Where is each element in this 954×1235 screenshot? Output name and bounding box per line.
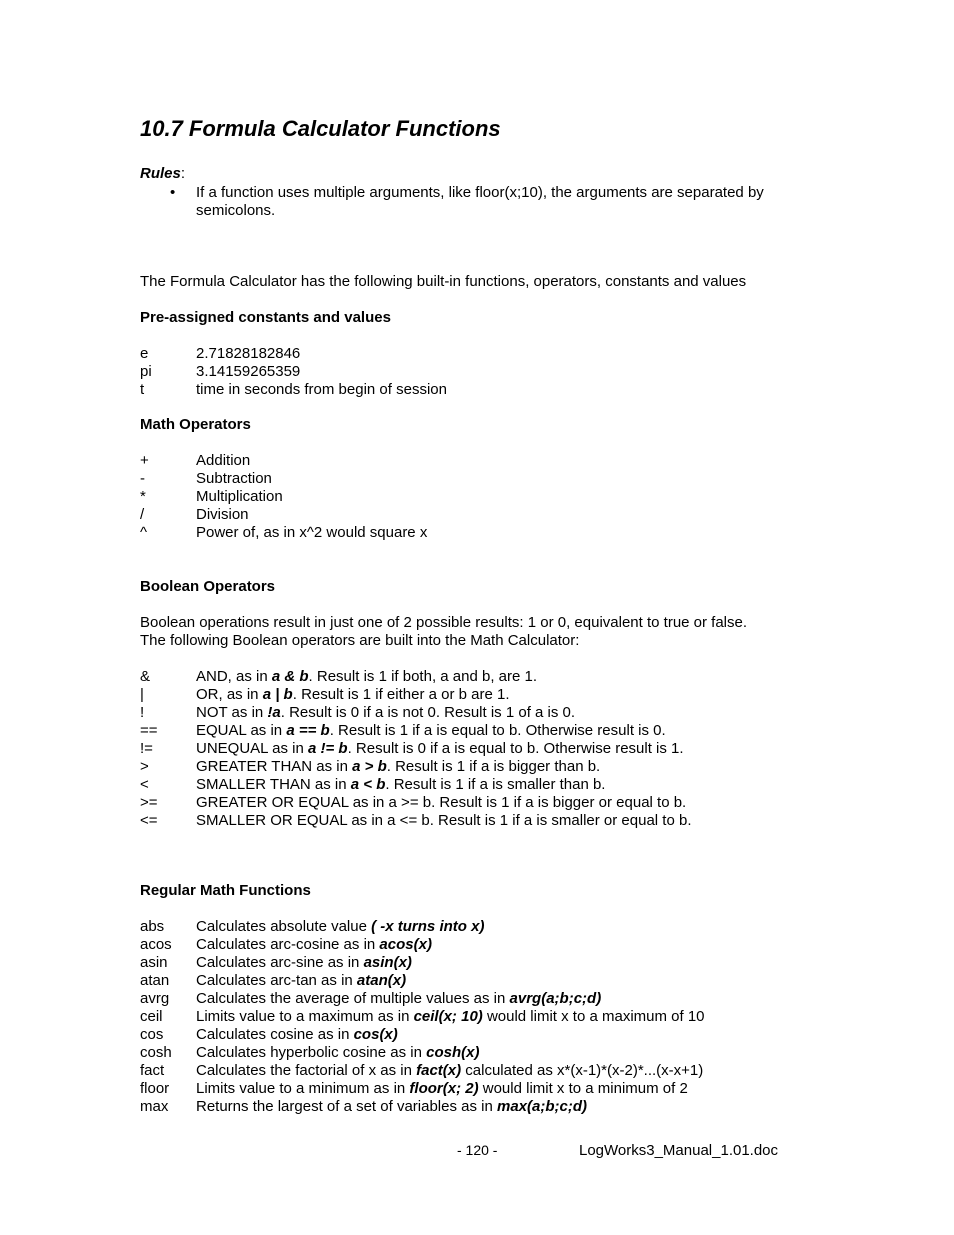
boolean-operator-row-text: SMALLER THAN as in — [196, 776, 351, 793]
math-operator-row — [140, 470, 840, 488]
function-row-text: Returns the largest of a set of variables as in — [196, 1098, 497, 1115]
regular-functions-heading: Regular Math Functions — [140, 882, 311, 899]
math-operators-heading: Math Operators — [140, 416, 251, 433]
boolean-operator-row-text-after: . Result is 1 if a is smaller than b. — [385, 776, 606, 793]
function-row-text: Calculates arc-cosine as in — [196, 936, 380, 953]
function-row-desc — [196, 1098, 587, 1116]
boolean-operator-row-text: GREATER OR EQUAL as in a >= b. Result is 1 if a is bigger or equal to b. — [196, 794, 687, 811]
boolean-operator-row-key: != — [140, 740, 153, 757]
math-operator-row — [140, 452, 840, 470]
boolean-operator-row-key: > — [140, 758, 149, 775]
boolean-operator-row — [140, 794, 840, 812]
boolean-operator-row-key: | — [140, 686, 144, 703]
boolean-operator-row — [140, 812, 840, 830]
math-operator-row-key: - — [140, 470, 145, 487]
boolean-operator-row-desc — [196, 704, 575, 722]
function-row-example: floor(x; 2) — [409, 1080, 479, 1097]
boolean-operator-row-desc — [196, 722, 666, 740]
function-row — [140, 936, 840, 954]
boolean-operator-row-example: !a — [267, 704, 281, 721]
function-row-example: ceil(x; 10) — [413, 1008, 483, 1025]
math-operator-row-desc: Subtraction — [196, 470, 272, 487]
function-row-example: cosh(x) — [426, 1044, 480, 1061]
boolean-operator-row-desc — [196, 794, 686, 812]
function-row-text: Limits value to a maximum as in — [196, 1008, 414, 1025]
function-row-text-after: would limit x to a minimum of 2 — [478, 1080, 688, 1097]
boolean-paragraph-1: Boolean operations result in just one of 2 possible results: 1 or 0, equivalent to true or false. — [140, 614, 748, 631]
boolean-operator-row-key: >= — [140, 794, 158, 811]
page-number: - 120 - — [457, 1142, 498, 1158]
boolean-operator-row — [140, 668, 840, 686]
boolean-operator-row — [140, 740, 840, 758]
rules-bullet-text: If a function uses multiple arguments, like floor(x;10), the arguments are separated by semicolons. — [196, 184, 764, 219]
constant-row-desc: time in seconds from begin of session — [196, 381, 447, 398]
function-row — [140, 990, 840, 1008]
boolean-operator-row-text-after: . Result is 1 if either a or b are 1. — [292, 686, 510, 703]
function-row-key: ceil — [140, 1008, 163, 1025]
constants-heading: Pre-assigned constants and values — [140, 309, 391, 326]
section-title: 10.7 Formula Calculator Functions — [140, 116, 501, 141]
boolean-operator-row-key: ! — [140, 704, 145, 721]
boolean-operator-row-example: a == b — [286, 722, 330, 739]
function-row-example: max(a;b;c;d) — [497, 1098, 588, 1115]
function-row-text: Calculates absolute value — [196, 918, 372, 935]
function-row-example: fact(x) — [416, 1062, 462, 1079]
function-row — [140, 1062, 840, 1080]
boolean-operator-row-text-after: . Result is 1 if both, a and b, are 1. — [308, 668, 538, 685]
boolean-operator-row — [140, 722, 840, 740]
function-row-key: asin — [140, 954, 168, 971]
function-row-text-after: would limit x to a maximum of 10 — [482, 1008, 705, 1025]
rules-colon: : — [180, 165, 186, 182]
boolean-operator-row-example: a != b — [307, 740, 348, 757]
boolean-operator-row-text: EQUAL as in — [196, 722, 287, 739]
function-row-desc — [196, 1026, 398, 1044]
boolean-operator-row-key: & — [140, 668, 151, 685]
boolean-operator-row-desc — [196, 758, 600, 776]
function-row-key: avrg — [140, 990, 170, 1007]
boolean-operator-row-text: UNEQUAL as in — [196, 740, 308, 757]
constant-row-desc: 3.14159265359 — [196, 363, 301, 380]
function-row — [140, 972, 840, 990]
function-row-key: floor — [140, 1080, 170, 1097]
boolean-operator-row — [140, 704, 840, 722]
boolean-operator-row-example: a | b — [262, 686, 293, 703]
function-row — [140, 1098, 840, 1116]
function-row-desc — [196, 918, 484, 936]
function-row-desc — [196, 990, 601, 1008]
function-row-desc — [196, 1080, 688, 1098]
boolean-operator-row-text: OR, as in — [196, 686, 263, 703]
boolean-operator-row-desc — [196, 668, 537, 686]
math-operator-row-desc: Division — [196, 506, 249, 523]
boolean-operator-row-desc — [196, 686, 510, 704]
intro-paragraph: The Formula Calculator has the following built-in functions, operators, constants and values — [140, 273, 747, 290]
function-row-text: Calculates hyperbolic cosine as in — [196, 1044, 427, 1061]
function-row-text: Limits value to a minimum as in — [196, 1080, 410, 1097]
function-row-example: acos(x) — [379, 936, 432, 953]
boolean-operator-row-text: NOT as in — [196, 704, 268, 721]
function-row-desc — [196, 1062, 703, 1080]
boolean-operator-row-text-after: . Result is 1 if a is equal to b. Otherwise result is 0. — [329, 722, 666, 739]
function-row — [140, 954, 840, 972]
function-row-desc — [196, 954, 412, 972]
math-operator-row-desc: Addition — [196, 452, 251, 469]
function-row-text: Calculates the factorial of x as in — [196, 1062, 417, 1079]
boolean-paragraph-2: The following Boolean operators are built into the Math Calculator: — [140, 632, 580, 649]
boolean-operator-row-desc — [196, 812, 692, 830]
function-row-text-after: calculated as x*(x-1)*(x-2)*...(x-x+1) — [461, 1062, 704, 1079]
function-row — [140, 1026, 840, 1044]
function-row-text: Calculates arc-tan as in — [196, 972, 357, 989]
boolean-operator-row-text: AND, as in — [196, 668, 272, 685]
function-row-key: fact — [140, 1062, 165, 1079]
boolean-operator-row-text-after: . Result is 1 if a is bigger than b. — [386, 758, 601, 775]
function-row-key: atan — [140, 972, 170, 989]
constant-row-key: pi — [140, 363, 152, 380]
function-row-text: Calculates the average of multiple values as in — [196, 990, 510, 1007]
boolean-operator-row-desc — [196, 776, 605, 794]
function-row-key: cos — [140, 1026, 164, 1043]
boolean-operator-row-text-after: . Result is 0 if a is not 0. Result is 1 of a is 0. — [280, 704, 576, 721]
function-row — [140, 1008, 840, 1026]
boolean-operator-row-text-after: . Result is 0 if a is equal to b. Otherwise result is 1. — [347, 740, 684, 757]
function-row-example: atan(x) — [356, 972, 407, 989]
boolean-operator-row-desc — [196, 740, 684, 758]
math-operator-row — [140, 488, 840, 506]
math-operator-row-key: * — [140, 488, 146, 505]
boolean-operator-row-example: a & b — [271, 668, 309, 685]
math-operator-row — [140, 524, 840, 542]
function-row-desc — [196, 1044, 479, 1062]
math-operator-row-desc: Power of, as in x^2 would square x — [196, 524, 428, 541]
function-row-example: cos(x) — [353, 1026, 398, 1043]
function-row-desc — [196, 972, 406, 990]
math-operator-row-desc: Multiplication — [196, 488, 283, 505]
function-row-key: cosh — [140, 1044, 172, 1061]
function-row — [140, 1080, 840, 1098]
constant-row-key: e — [140, 345, 149, 362]
rules-heading — [140, 165, 185, 183]
math-operator-row-key: + — [140, 452, 149, 469]
constant-row — [140, 345, 840, 363]
math-operator-row-key: / — [140, 506, 145, 523]
boolean-operator-row — [140, 758, 840, 776]
constant-row — [140, 363, 840, 381]
function-row-example: ( -x turns into x) — [371, 918, 485, 935]
boolean-operator-row-key: < — [140, 776, 149, 793]
math-operator-row-key: ^ — [140, 524, 148, 541]
function-row — [140, 918, 840, 936]
boolean-operator-row-example: a < b — [350, 776, 386, 793]
boolean-operator-row-text: SMALLER OR EQUAL as in a <= b. Result is 1 if a is smaller or equal to b. — [196, 812, 692, 829]
boolean-operator-row-example: a > b — [352, 758, 387, 775]
function-row-text: Calculates cosine as in — [196, 1026, 354, 1043]
boolean-operator-row-text: GREATER THAN as in — [196, 758, 353, 775]
constant-row — [140, 381, 840, 399]
function-row — [140, 1044, 840, 1062]
boolean-operator-row-key: <= — [140, 812, 158, 829]
function-row-key: abs — [140, 918, 165, 935]
function-row-example: asin(x) — [363, 954, 412, 971]
boolean-operator-row — [140, 686, 840, 704]
bullet-icon: • — [170, 184, 176, 201]
math-operator-row — [140, 506, 840, 524]
function-row-key: acos — [140, 936, 172, 953]
function-row-key: max — [140, 1098, 169, 1115]
function-row-text: Calculates arc-sine as in — [196, 954, 364, 971]
document-filename: LogWorks3_Manual_1.01.doc — [579, 1142, 779, 1159]
constant-row-desc: 2.71828182846 — [196, 345, 301, 362]
function-row-desc — [196, 936, 432, 954]
boolean-operator-row — [140, 776, 840, 794]
constant-row-key: t — [140, 381, 145, 398]
function-row-desc — [196, 1008, 705, 1026]
function-row-example: avrg(a;b;c;d) — [509, 990, 602, 1007]
boolean-operator-row-key: == — [140, 722, 158, 739]
boolean-operators-heading: Boolean Operators — [140, 578, 276, 595]
rules-label: Rules — [140, 165, 181, 182]
